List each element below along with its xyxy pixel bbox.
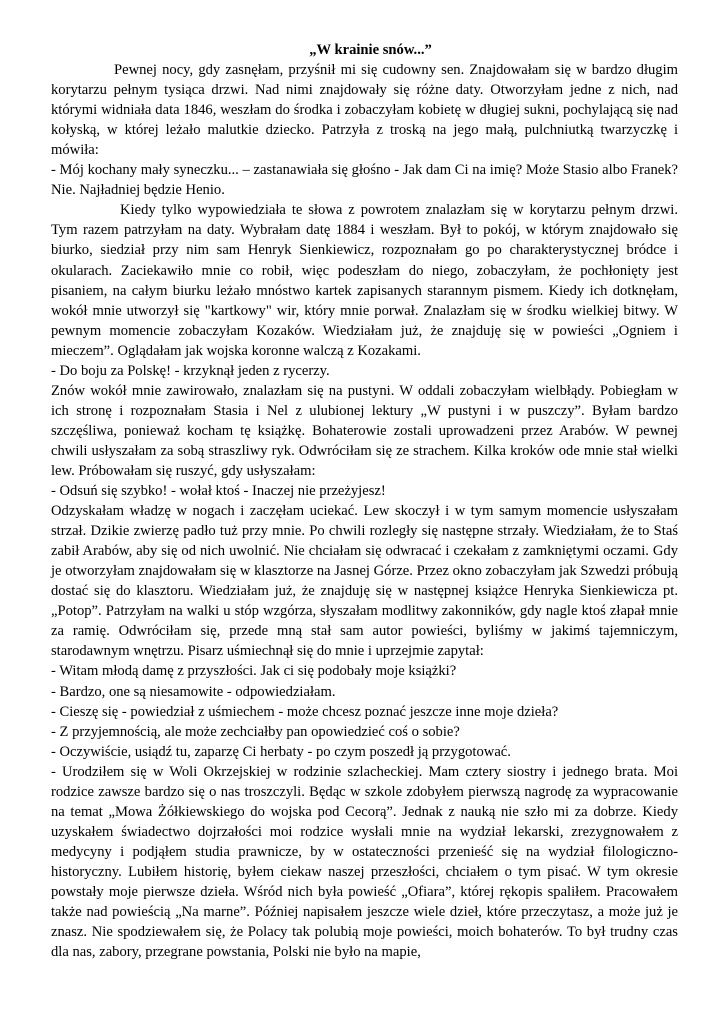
- paragraph-8: - Witam młodą damę z przyszłości. Jak ci się podobały moje książki?: [51, 663, 457, 680]
- paragraph-13: - Urodziłem się w Woli Okrzejskiej w rodzinie szlacheckiej. Mam cztery siostry i jednego brata. Moi rodzice zawsze bardzo się o nas troszczyli. Będąc w szkole zdobyłem pierwszą nagrodę za wypracowanie na temat „Mowa Żółkiewskiego do wojska pod Cecorą”. Jednak z nauką nie szło mi za dobrze. Kiedy uzyskałem świadectwo dojrzałości moi rodzice wysłali mnie na wydział lekarski, zrezygnowałem z medycyny i podjąłem studia prawnicze, by w ostateczności przenieść się na wydział filologiczno-historyczny. Lubiłem historię, byłem ciekaw naszej przeszłości, chciałem o tym pisać. W tym okresie powstały moje pierwsze dzieła. Wśród nich była powieść „Ofiara”, której rękopis spaliłem. Pracowałem także nad powieścią „Na marne”. Później napisałem jeszcze wiele dzieł, które przeczytasz, a może już je znasz. Nie spodziewałem się, że Polacy tak polubią moje powieści, moich bohaterów. To był trudny czas dla nas, zabory, przegrane powstania, Polski nie było na mapie,: [51, 763, 678, 961]
- paragraph-3: Kiedy tylko wypowiedziała te słowa z powrotem znalazłam się w korytarzu pełnym drzwi. Tym razem patrzyłam na daty. Wybrałam datę 1884 i weszłam. Był to pokój, w którym znajdowało się biurko, siedział przy nim sam Henryk Sienkiewicz, rozpoznałam go po charakterystycznej bródce i okularach. Zaciekawiło mnie co robił, więc podeszłam do niego, zobaczyłam, że pochłonięty jest pisaniem, na całym biurku leżało mnóstwo kartek zapisanych starannym pismem. Kiedy ich dotknęłam, wokół mnie utworzył się "kartkowy" wir, który mnie porwał. Znalazłam się w środku wielkiej bitwy. W pewnym momencie zobaczyłam Kozaków. Wiedziałam już, że znajduję się w powieści „Ogniem i mieczem”. Oglądałam jak wojska koronne walczą z Kozakami.: [51, 202, 678, 359]
- paragraph-11: - Z przyjemnością, ale może zechciałby pan opowiedzieć coś o sobie?: [51, 723, 460, 740]
- paragraph-12: - Oczywiście, usiądź tu, zaparzę Ci herbaty - po czym poszedł ją przygotować.: [51, 743, 511, 760]
- paragraph-9: - Bardzo, one są niesamowite - odpowiedziałam.: [51, 683, 336, 700]
- page-title: „W krainie snów...”: [309, 42, 432, 58]
- paragraph-6: - Odsuń się szybko! - wołał ktoś - Inaczej nie przeżyjesz!: [51, 483, 386, 500]
- document-page: [51, 40, 678, 962]
- paragraph-2: - Mój kochany mały syneczku... – zastanawiała się głośno - Jak dam Ci na imię? Może Stasio albo Franek? Nie. Najładniej będzie Henio.: [51, 162, 678, 199]
- paragraph-7: Odzyskałam władzę w nogach i zaczęłam uciekać. Lew skoczył i w tym samym momencie usłyszałam strzał. Dzikie zwierzę padło tuż przy mnie. Po chwili rozległy się następne strzały. Wiedziałam, że to Staś zabił Arabów, aby się od nich uwolnić. Nie chciałam się odwracać i czekałam z zamkniętymi oczami. Gdy je otworzyłam znajdowałam się w klasztorze na Jasnej Górze. Przez okno zobaczyłam jak Szwedzi próbują dostać się do klasztoru. Wiedziałam już, że znajduję się w następnej książce Henryka Sienkiewicza pt. „Potop”. Patrzyłam na walki u stóp wzgórza, słyszałam modlitwy zakonników, gdy nagle ktoś złapał mnie za ramię. Odwróciłam się, przede mną stał sam autor powieści, byliśmy w jakimś tajemniczym, starodawnym wnętrzu. Pisarz uśmiechnął się do mnie i uprzejmie zapytał:: [51, 503, 678, 660]
- paragraph-4: - Do boju za Polskę! - krzyknął jeden z rycerzy.: [51, 362, 330, 379]
- paragraph-5: Znów wokół mnie zawirowało, znalazłam się na pustyni. W oddali zobaczyłam wielbłądy. Pobiegłam w ich stronę i rozpoznałam Stasia i Nel z ulubionej lektury „W pustyni i w puszczy”. Byłam bardzo szczęśliwa, ponieważ kocham tę książkę. Bohaterowie zostali uprowadzeni przez Arabów. W pewnej chwili usłyszałam za sobą straszliwy ryk. Odwróciłam się ze strachem. Kilka kroków ode mnie stał wielki lew. Próbowałam się ruszyć, gdy usłyszałam:: [51, 382, 678, 479]
- paragraph-1: Pewnej nocy, gdy zasnęłam, przyśnił mi się cudowny sen. Znajdowałam się w bardzo długim korytarzu pełnym tysiąca drzwi. Nad nimi znajdowały się różne daty. Otworzyłam jedne z nich, nad którymi widniała data 1846, weszłam do środka i zobaczyłam kobietę w długiej sukni, pochylającą się nad kołyską, w której leżało malutkie dziecko. Patrzyła z troską na jego małą, pulchniutką twarzyczkę i mówiła:: [51, 62, 678, 159]
- paragraph-10: - Cieszę się - powiedział z uśmiechem - może chcesz poznać jeszcze inne moje dzieła?: [51, 703, 559, 720]
